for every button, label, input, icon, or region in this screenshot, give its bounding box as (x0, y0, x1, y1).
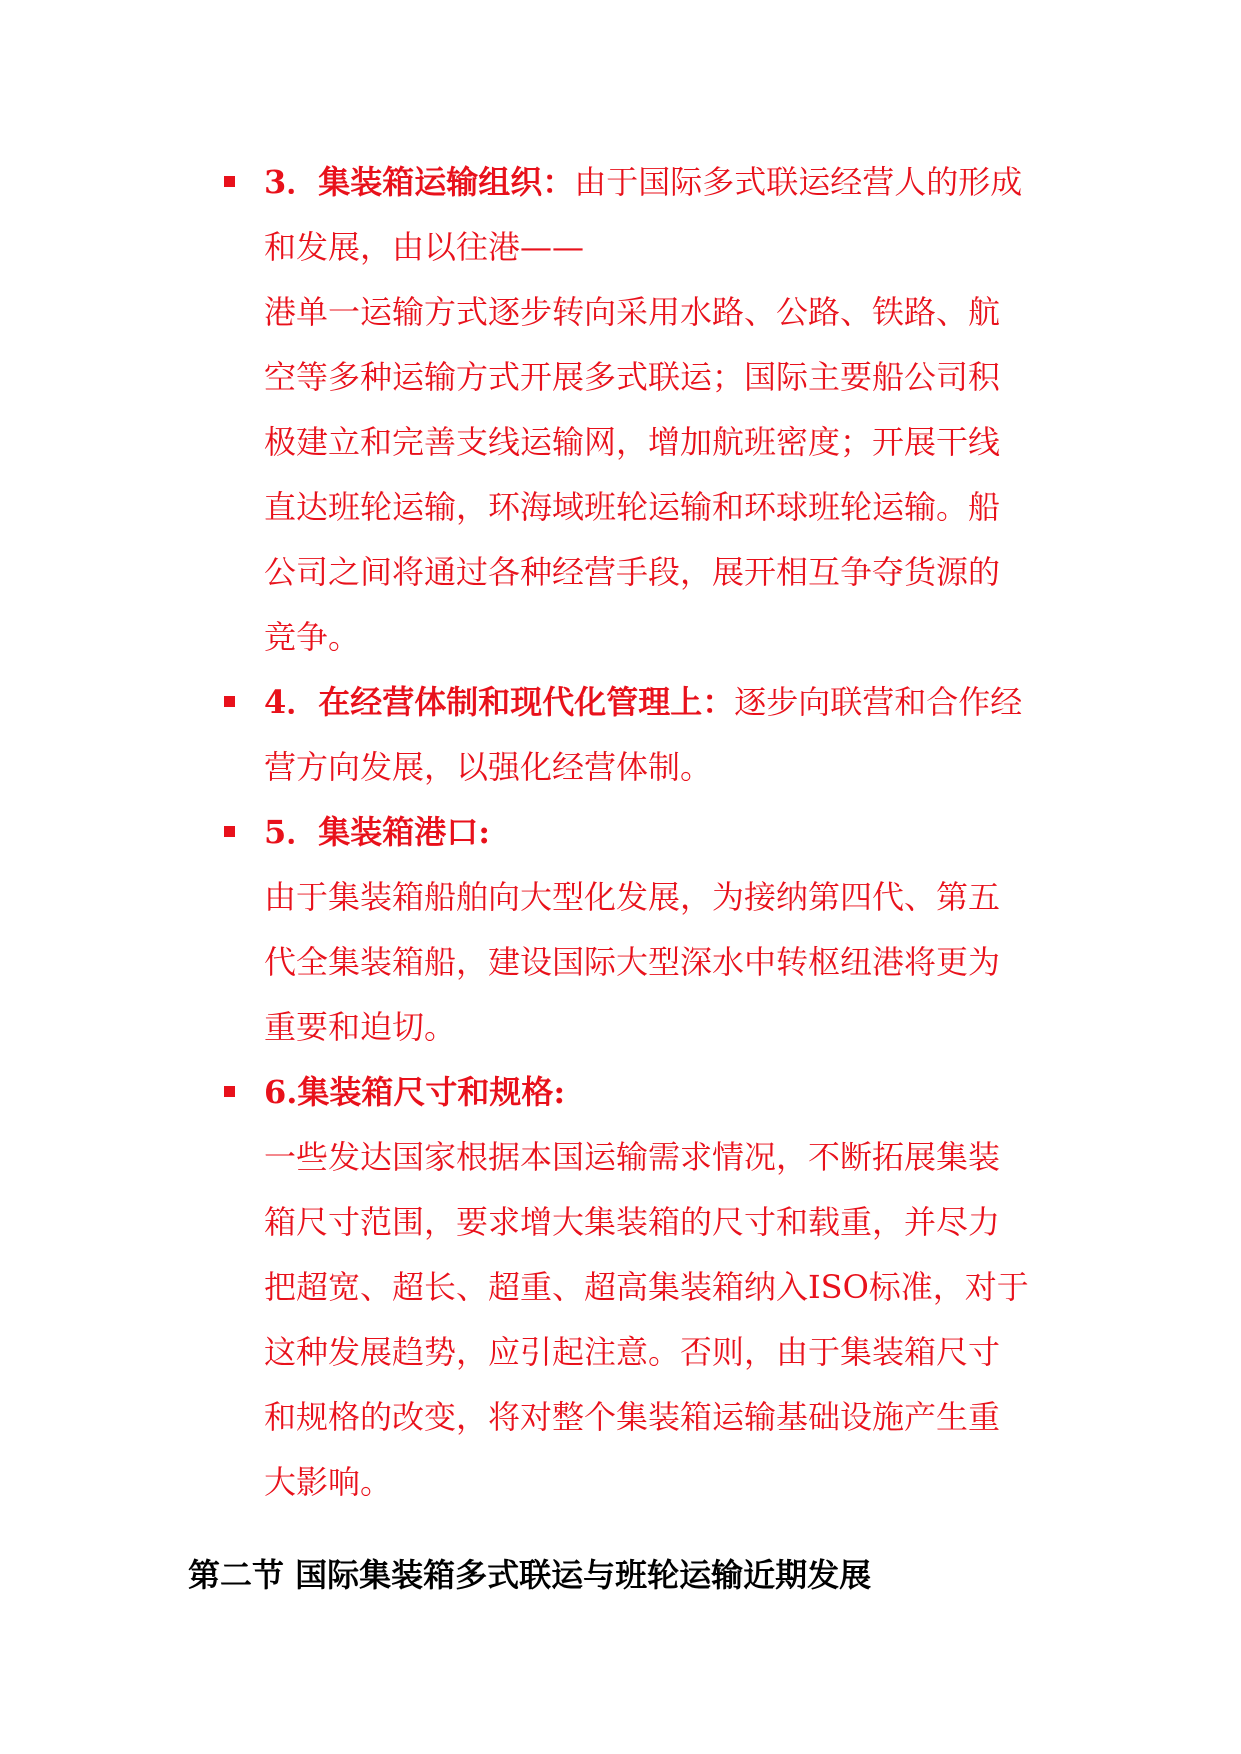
bullet-square-icon (224, 826, 235, 837)
item-6-line: 大影响。 (264, 1463, 393, 1501)
item-5-line: 重要和迫切。 (264, 1008, 457, 1046)
item-3-first-line (228, 150, 1058, 215)
item-3-line: 和发展，由以往港—— (264, 228, 585, 266)
item-4-line: 营方向发展，以强化经营体制。 (264, 748, 713, 786)
section-title: 第二节 国际集装箱多式联运与班轮运输近期发展 (188, 1556, 872, 1594)
item-3-first-line-text: 由于国际多式联运经营人的形成 (574, 163, 1023, 201)
item-6-line: 一些发达国家根据本国运输需求情况，不断拓展集装 (264, 1138, 1001, 1176)
list-item-4 (228, 670, 1058, 800)
list-item-5 (228, 800, 1058, 1060)
bullet-square-icon (224, 1086, 235, 1097)
item-4-first-line (228, 670, 1058, 735)
item-3-line: 竞争。 (264, 618, 361, 656)
item-5-heading: 5．集装箱港口: (264, 813, 491, 851)
item-3-line: 极建立和完善支线运输网，增加航班密度；开展干线 (264, 423, 1001, 461)
item-3-line: 公司之间将通过各种经营手段，展开相互争夺货源的 (264, 553, 1001, 591)
bullet-square-icon (224, 696, 235, 707)
bullet-square-icon (224, 176, 235, 187)
item-6-heading: 6.集装箱尺寸和规格: (264, 1073, 566, 1111)
item-4-first-line-text: 逐步向联营和合作经 (734, 683, 1023, 721)
list-item-6 (228, 1060, 1058, 1515)
item-3-heading: 3．集装箱运输组织： (264, 163, 575, 201)
item-3-line: 直达班轮运输，环海域班轮运输和环球班轮运输。船 (264, 488, 1001, 526)
item-3-line: 空等多种运输方式开展多式联运；国际主要船公司积 (264, 358, 1001, 396)
item-4-heading: 4．在经营体制和现代化管理上： (264, 683, 735, 721)
item-5-line: 由于集装箱船舶向大型化发展，为接纳第四代、第五 (264, 878, 1001, 916)
item-5-first-line (228, 800, 1058, 865)
item-3-line: 港单一运输方式逐步转向采用水路、公路、铁路、航 (264, 293, 1001, 331)
item-6-line: 箱尺寸范围，要求增大集装箱的尺寸和载重，并尽力 (264, 1203, 1001, 1241)
item-6-first-line (228, 1060, 1058, 1125)
item-6-line: 这种发展趋势，应引起注意。否则，由于集装箱尺寸 (264, 1333, 1001, 1371)
item-6-line: 和规格的改变，将对整个集装箱运输基础设施产生重 (264, 1398, 1001, 1436)
item-6-line: 把超宽、超长、超重、超高集装箱纳入ISO标准，对于 (264, 1268, 1029, 1306)
list-item-3 (228, 150, 1058, 670)
item-5-line: 代全集装箱船，建设国际大型深水中转枢纽港将更为 (264, 943, 1001, 981)
